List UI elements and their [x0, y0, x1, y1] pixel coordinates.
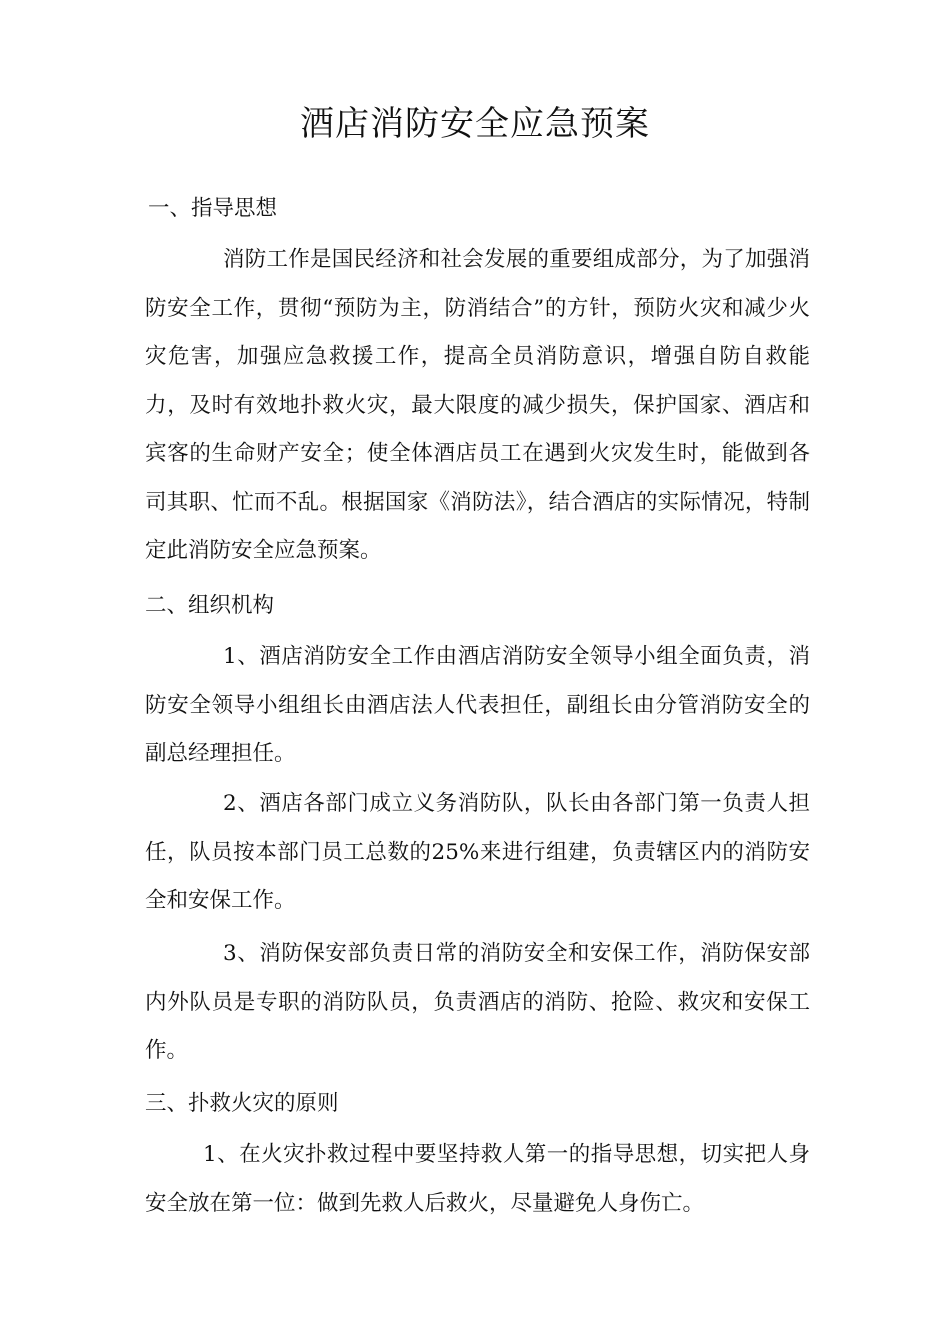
- document-title: 酒店消防安全应急预案: [300, 104, 650, 144]
- section-heading-organization: 二、组织机构: [145, 593, 275, 618]
- paragraph-firefighting-principles-1: 1、在火灾扑救过程中要坚持救人第一的指导思想，切实把人身安全放在第一位：做到先救人后救火，尽量避免人身伤亡。: [145, 1142, 810, 1216]
- paragraph-guiding-ideology: 消防工作是国民经济和社会发展的重要组成部分，为了加强消防安全工作，贯彻“预防为主，防消结合”的方针，预防火灾和减少火灾危害，加强应急救援工作，提高全员消防意识，增强自防自救能力，及时有效地扑救火灾，最大限度的减少损失，保护国家、酒店和宾客的生命财产安全；使全体酒店员工在遇到火灾发生时，能做到各司其职、忙而不乱。根据国家《消防法》，结合酒店的实际情况，特制定此消防安全应急预案。: [145, 247, 810, 563]
- paragraph-organization-3: 3、消防保安部负责日常的消防安全和安保工作，消防保安部内外队员是专职的消防队员，负责酒店的消防、抢险、救灾和安保工作。: [145, 941, 810, 1063]
- section-heading-firefighting-principles: 三、扑救火灾的原则: [145, 1091, 339, 1116]
- section-heading-guiding-ideology: 一、指导思想: [148, 196, 278, 221]
- paragraph-organization-2: 2、酒店各部门成立义务消防队，队长由各部门第一负责人担任，队员按本部门员工总数的25%来进行组建，负责辖区内的消防安全和安保工作。: [145, 791, 810, 913]
- paragraph-organization-1: 1、酒店消防安全工作由酒店消防安全领导小组全面负责，消防安全领导小组组长由酒店法人代表担任，副组长由分管消防安全的副总经理担任。: [145, 644, 810, 766]
